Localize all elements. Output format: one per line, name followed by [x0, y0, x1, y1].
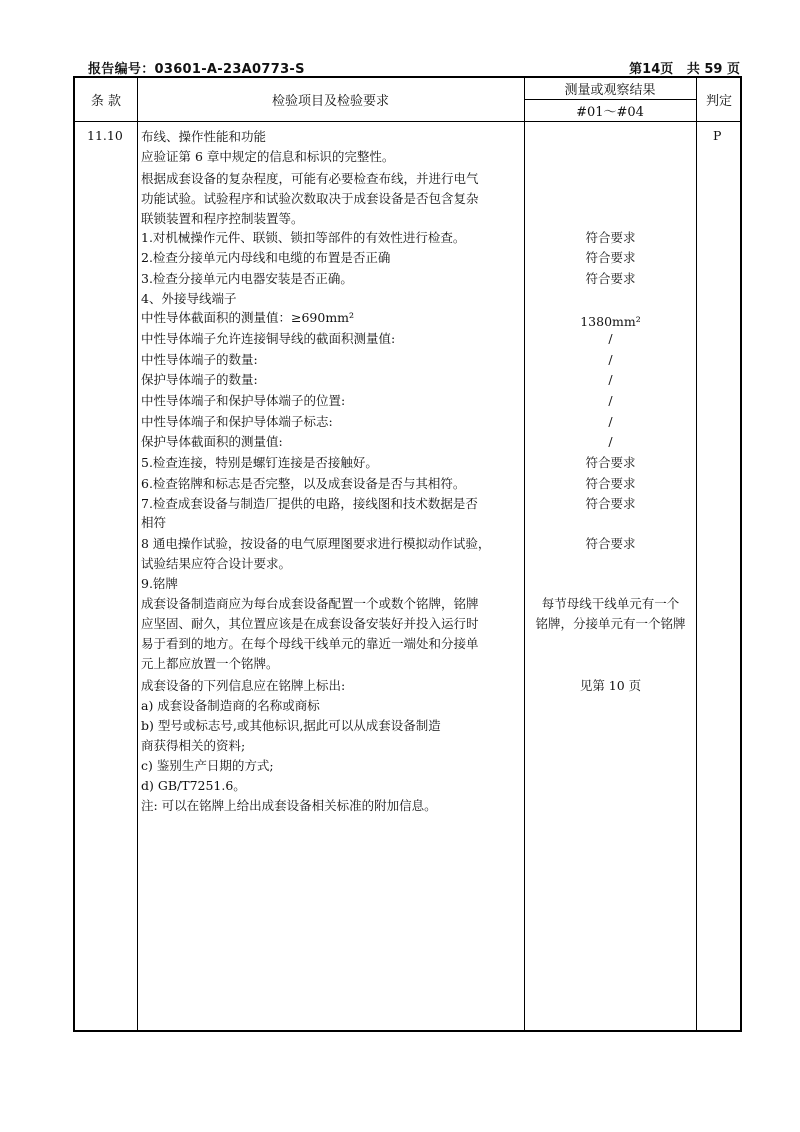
requirement-line: d) GB/T7251.6。	[141, 778, 246, 793]
requirement-line: 7.检查成套设备与制造厂提供的电路，接线图和技术数据是否	[141, 496, 478, 511]
samples-header: #01～#04	[576, 104, 644, 120]
requirement-line: c) 鉴别生产日期的方式;	[141, 758, 274, 773]
requirement-line: 相符	[141, 515, 167, 530]
requirement-line: 布线、操作性能和功能	[141, 129, 267, 144]
requirement-line: 中性导体端子和保护导体端子标志:	[141, 414, 333, 429]
requirement-line: 功能试验。试验程序和试验次数取决于成套设备是否包含复杂	[141, 191, 479, 206]
result-value: 见第 10 页	[579, 678, 642, 693]
result-value: 符合要求	[585, 250, 636, 265]
result-value: /	[608, 414, 613, 429]
requirement-line: 中性导体端子允许连接铜导线的截面积测量值:	[141, 331, 396, 346]
page-indicator	[629, 58, 740, 77]
requirement-line: 2.检查分接单元内母线和电缆的布置是否正确	[141, 250, 391, 265]
requirement-line: 中性导体端子和保护导体端子的位置:	[141, 393, 346, 408]
report-number: 报告编号：03601-A-23A0773-S	[88, 62, 305, 77]
col-divider	[137, 78, 138, 1030]
requirement-line: 联锁装置和程序控制装置等。	[141, 211, 304, 226]
result-value: 铭牌，分接单元有一个铭牌	[535, 616, 686, 631]
verdict-value: P	[713, 128, 722, 143]
result-header: 测量或观察结果	[564, 83, 656, 98]
requirement-line: 4、外接导线端子	[141, 291, 237, 306]
requirement-line: 应验证第 6 章中规定的信息和标识的完整性。	[141, 149, 395, 164]
page-number: 第14页	[629, 62, 674, 77]
clause-header: 条 款	[90, 94, 122, 109]
requirement-line: 试验结果应符合设计要求。	[141, 556, 292, 571]
result-value: /	[608, 331, 613, 346]
requirement-line: 保护导体端子的数量:	[141, 372, 258, 387]
requirement-line: b) 型号或标志号,或其他标识,据此可以从成套设备制造	[141, 718, 441, 733]
result-value: 每节母线干线单元有一个	[541, 596, 680, 611]
requirement-line: 8 通电操作试验，按设备的电气原理图要求进行模拟动作试验，	[141, 536, 491, 551]
page-total: 共 59 页	[686, 62, 740, 77]
requirement-line: 5.检查连接，特别是螺钉连接是否接触好。	[141, 455, 378, 470]
requirement-line: 注: 可以在铭牌上给出成套设备相关标准的附加信息。	[141, 798, 437, 813]
requirement-line: a) 成套设备制造商的名称或商标	[141, 698, 320, 713]
header-divider	[75, 121, 740, 122]
requirement-line: 成套设备制造商应为每台成套设备配置一个或数个铭牌，铭牌	[141, 596, 479, 611]
item-header: 检验项目及检验要求	[271, 94, 389, 109]
requirement-line: 中性导体端子的数量:	[141, 352, 258, 367]
requirement-line: 成套设备的下列信息应在铭牌上标出:	[141, 678, 346, 693]
result-value: 符合要求	[585, 271, 636, 286]
result-value: /	[608, 434, 613, 449]
requirement-line: 3.检查分接单元内电器安装是否正确。	[141, 271, 353, 286]
requirement-line: 1.对机械操作元件、联锁、锁扣等部件的有效性进行检查。	[141, 230, 466, 245]
requirement-line: 9.铭牌	[141, 576, 178, 591]
clause-number: 11.10	[87, 128, 123, 143]
requirement-line: 中性导体截面积的测量值：≥690mm²	[141, 310, 355, 325]
col-divider	[696, 78, 697, 1030]
result-value: 符合要求	[585, 496, 636, 511]
result-value: 符合要求	[585, 230, 636, 245]
result-value: 符合要求	[585, 455, 636, 470]
result-value: 1380mm²	[580, 314, 641, 329]
requirement-line: 6.检查铭牌和标志是否完整，以及成套设备是否与其相符。	[141, 476, 466, 491]
result-value: /	[608, 393, 613, 408]
verdict-header: 判定	[705, 94, 732, 109]
requirement-line: 根据成套设备的复杂程度，可能有必要检查布线，并进行电气	[141, 171, 479, 186]
requirement-line: 元上都应放置一个铭牌。	[141, 656, 279, 671]
requirement-line: 易于看到的地方。在每个母线干线单元的靠近一端处和分接单	[141, 636, 479, 651]
result-value: /	[608, 352, 613, 367]
result-value: 符合要求	[585, 536, 636, 551]
requirement-line: 商获得相关的资料;	[141, 738, 246, 753]
result-value: 符合要求	[585, 476, 636, 491]
requirement-line: 保护导体截面积的测量值:	[141, 434, 283, 449]
col-divider	[524, 78, 525, 1030]
inspection-table	[73, 76, 742, 1032]
requirement-line: 应坚固、耐久，其位置应该是在成套设备安装好并投入运行时	[141, 616, 479, 631]
result-value: /	[608, 372, 613, 387]
